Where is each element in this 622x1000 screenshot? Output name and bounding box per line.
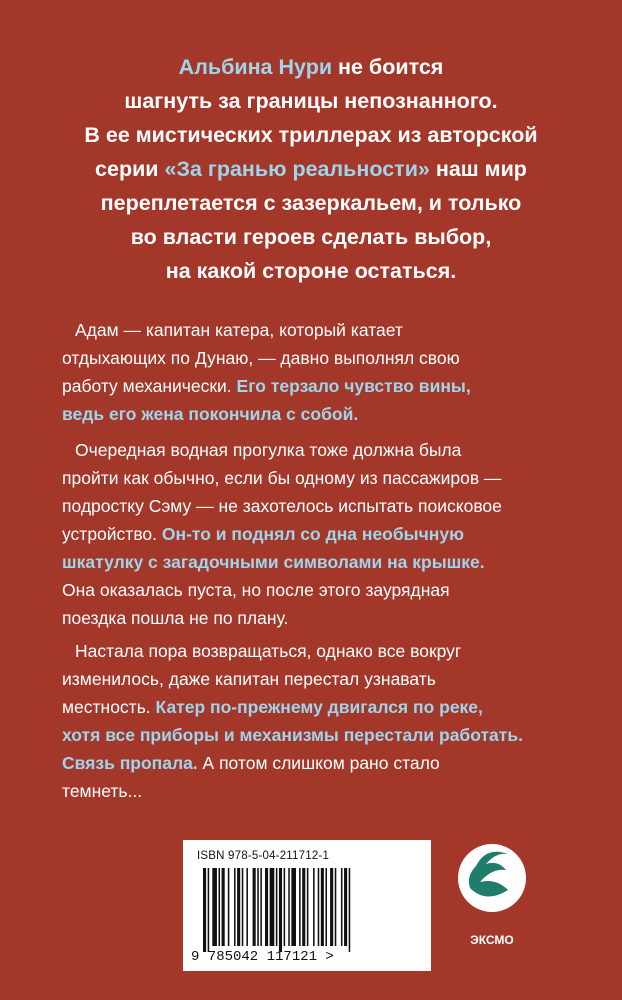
blurb-paragraph-2 [62, 436, 502, 632]
barcode-bar [291, 868, 296, 946]
barcode-bar [212, 868, 217, 946]
barcode-bar [313, 868, 315, 946]
barcode-bars [203, 868, 411, 952]
barcode-bar [341, 868, 343, 946]
barcode-bar [299, 868, 301, 946]
intro-line-7: на какой стороне остаться. [165, 259, 457, 283]
barcode-digits: 9 785042 117121 > [191, 949, 334, 965]
p2-line-3: подростку Сэму — не захотелось испытать поисковое [62, 496, 502, 516]
p1-line-2: отдыхающих по Дунаю, — давно выполнял свою [62, 348, 460, 368]
p2-line-4a: устройство. [62, 524, 162, 544]
barcode-bar [302, 868, 305, 946]
p2-line-2: пройти как обычно, если бы одному из пассажиров — [62, 468, 502, 488]
barcode-bar [330, 868, 333, 946]
publisher-name: ЭКСМО [470, 933, 514, 947]
intro-line-4b: наш мир [429, 157, 527, 181]
barcode-bar [321, 868, 324, 946]
intro-line-2: шагнуть за границы непознанного. [124, 89, 498, 113]
p3-line-5b: А потом слишком рано стало [197, 753, 440, 773]
barcode-bar [284, 868, 286, 946]
p2-line-1: Очередная водная прогулка тоже должна была [75, 440, 462, 460]
barcode-bar [307, 868, 309, 946]
eksmo-logo [456, 838, 528, 954]
barcode-bar [276, 868, 278, 946]
intro-line-6: во власти героев сделать выбор, [130, 225, 492, 249]
barcode-bar [242, 868, 244, 946]
barcode-bar [246, 868, 248, 946]
p3-highlight-3: Связь пропала. [62, 753, 198, 773]
barcode-bar [260, 868, 262, 946]
p2-line-7: поездка пошла не по плану. [62, 608, 289, 628]
p3-line-2: изменилось, даже капитан перестал узнавать [62, 669, 436, 689]
barcode-bar [318, 868, 320, 946]
barcode-bar [219, 868, 221, 946]
barcode-bar [222, 868, 225, 946]
barcode-bar [265, 868, 268, 946]
barcode-bar [279, 868, 282, 952]
isbn-label: ISBN 978-5-04-211712-1 [197, 850, 330, 862]
blurb-paragraph-3 [62, 637, 523, 805]
barcode-bar [288, 868, 290, 946]
p2-highlight-2: шкатулку с загадочными символами на крышке. [62, 552, 485, 572]
barcode-bar [325, 868, 327, 946]
p1-line-1: Адам — капитан катера, который катает [75, 320, 403, 340]
p1-highlight-2: ведь его жена покончила с собой. [62, 404, 359, 424]
barcode-bar [335, 868, 337, 946]
series-intro [40, 50, 582, 288]
p1-highlight-1: Его терзало чувство вины, [236, 376, 471, 396]
barcode-bar [234, 868, 236, 946]
intro-line-4a: серии [95, 157, 165, 181]
intro-line-5: переплетается с зазеркальем, и только [100, 191, 522, 215]
barcode-bar [228, 868, 230, 946]
p1-line-3a: работу механически. [62, 376, 237, 396]
barcode-panel [183, 840, 431, 971]
barcode-bar [203, 868, 206, 952]
p3-line-1: Настала пора возвращаться, однако все вокруг [75, 641, 462, 661]
barcode-bar [237, 868, 240, 946]
p3-highlight-1: Катер по-прежнему двигался по реке, [155, 697, 483, 717]
blurb-paragraph-1 [62, 316, 471, 428]
barcode-bar [344, 868, 347, 946]
author-name: Альбина Нури [178, 55, 333, 79]
series-name: «За гранью реальности» [164, 157, 430, 181]
p3-line-6: темнеть... [62, 781, 143, 801]
p2-highlight-1: Он-то и поднял со дна необычную [161, 524, 465, 544]
intro-line-1: не боится [332, 55, 444, 79]
barcode-bar [349, 868, 351, 952]
p3-highlight-2: хотя все приборы и механизмы перестали работать. [62, 725, 523, 745]
p2-line-6: Она оказалась пуста, но после этого заурядная [62, 580, 450, 600]
intro-line-3: В ее мистических триллерах из авторской [84, 123, 538, 147]
barcode-bar [257, 868, 259, 946]
barcode-bar [208, 868, 210, 952]
barcode-bar [253, 868, 256, 946]
barcode-bar [270, 868, 275, 946]
p3-line-3a: местность. [62, 697, 156, 717]
